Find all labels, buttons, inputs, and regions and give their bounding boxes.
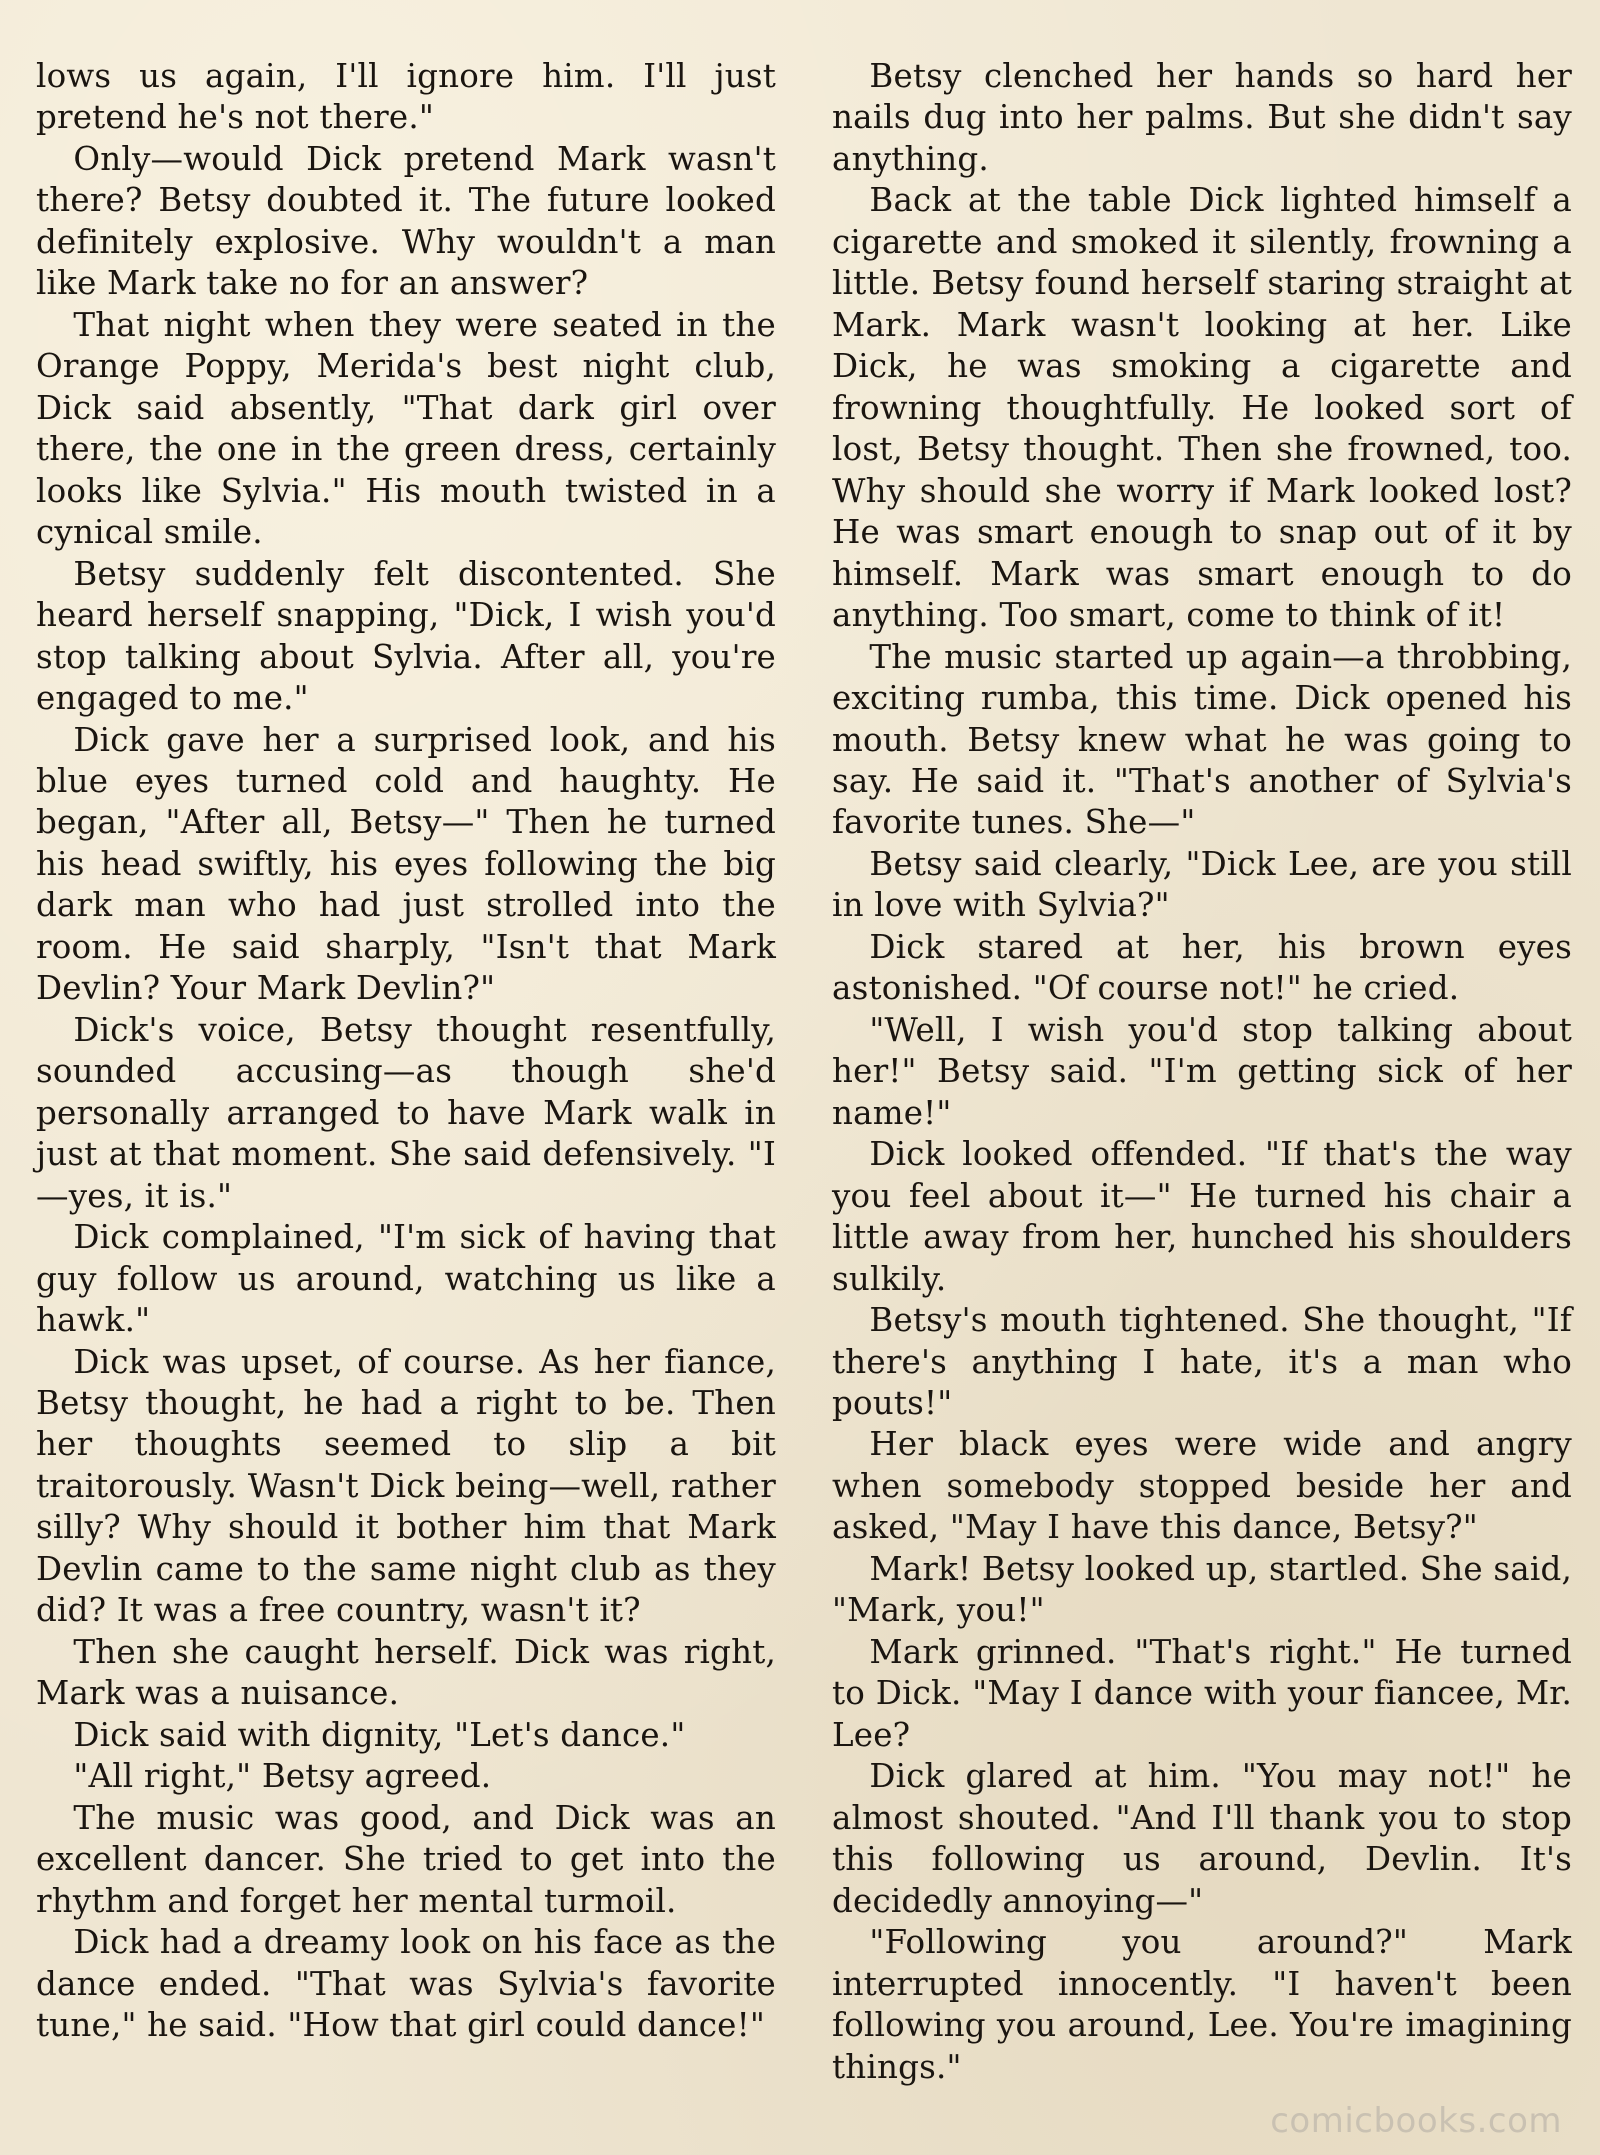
site-watermark: comicbooks.com — [1270, 2101, 1562, 2141]
paragraph: Betsy clenched her hands so hard her nails dug into her palms. But she didn't say anything. — [832, 57, 1572, 178]
paragraph: Betsy said clearly, "Dick Lee, are you still in love with Sylvia?" — [832, 844, 1572, 925]
paragraph: Betsy suddenly felt discontented. She heard herself snapping, "Dick, I wish you'd stop talking about Sylvia. After all, you're engaged to me." — [36, 554, 776, 718]
paragraph: That night when they were seated in the Orange Poppy, Merida's best night club, Dick said absently, "That dark girl over there, the one in the green dress, certainly looks like Sylvia." His mouth twisted in a cynical smile. — [36, 305, 776, 552]
paragraph: Dick said with dignity, "Let's dance." — [73, 1715, 686, 1754]
paragraph: The music started up again—a throbbing, exciting rumba, this time. Dick opened his mouth. Betsy knew what he was going to say. He said it. "That's another of Sylvia's favorite tunes. She—" — [832, 637, 1572, 842]
paragraph: "Following you around?" Mark interrupted innocently. "I haven't been following you around, Lee. You're imagining things." — [832, 1923, 1572, 2086]
paragraph: Only—would Dick pretend Mark wasn't there? Betsy doubted it. The future looked definitely explosive. Why wouldn't a man like Mark take no for an answer? — [36, 139, 776, 303]
paragraph: Dick looked offended. "If that's the way you feel about it—" He turned his chair a little away from her, hunched his shoulders sulkily. — [832, 1135, 1572, 1298]
paragraph: Dick had a dreamy look on his face as the dance ended. "That was Sylvia's favorite tune," he said. "How that girl could dance!" — [36, 1923, 776, 2045]
paragraph: Dick's voice, Betsy thought resentfully, sounded accusing—as though she'd personally arranged to have Mark walk in just at that moment. She said defensively. "I—yes, it is." — [36, 1010, 776, 1215]
paragraph: "All right," Betsy agreed. — [73, 1757, 492, 1796]
paragraph: Mark grinned. "That's right." He turned to Dick. "May I dance with your fiancee, Mr. Lee? — [832, 1632, 1572, 1754]
paragraph: Then she caught herself. Dick was right, Mark was a nuisance. — [36, 1632, 776, 1713]
paragraph: Betsy's mouth tightened. She thought, "If there's anything I hate, it's a man who pouts!" — [832, 1301, 1572, 1422]
paragraph: Mark! Betsy looked up, startled. She said, "Mark, you!" — [832, 1549, 1572, 1630]
paragraph: lows us again, I'll ignore him. I'll just pretend he's not there." — [36, 57, 776, 137]
paragraph: Her black eyes were wide and angry when somebody stopped beside her and asked, "May I have this dance, Betsy?" — [832, 1425, 1572, 1547]
paragraph: Dick was upset, of course. As her fiance, Betsy thought, he had a right to be. Then her thoughts seemed to slip a bit traitorously. Wasn't Dick being—well, rather silly? Why should it bother him that Mark Devlin came to the same night club as they did? It was a free country, wasn't it? — [36, 1342, 776, 1630]
right-text-column — [832, 56, 1572, 2088]
paragraph: Dick complained, "I'm sick of having that guy follow us around, watching us like a hawk." — [36, 1218, 776, 1340]
left-text-column — [36, 56, 776, 2047]
paragraph: The music was good, and Dick was an excellent dancer. She tried to get into the rhythm and forget her mental turmoil. — [36, 1798, 776, 1920]
paragraph: Dick gave her a surprised look, and his blue eyes turned cold and haughty. He began, "After all, Betsy—" Then he turned his head swiftly, his eyes following the big dark man who had just strolled into the room. He said sharply, "Isn't that Mark Devlin? Your Mark Devlin?" — [36, 720, 776, 1008]
paragraph: Back at the table Dick lighted himself a cigarette and smoked it silently, frowning a little. Betsy found herself staring straight at Mark. Mark wasn't looking at her. Like Dick, he was smoking a cigarette and frowning thoughtfully. He looked sort of lost, Betsy thought. Then she frowned, too. Why should she worry if Mark looked lost? He was smart enough to snap out of it by himself. Mark was smart enough to do anything. Too smart, come to think of it! — [832, 181, 1572, 635]
paragraph: Dick stared at her, his brown eyes astonished. "Of course not!" he cried. — [832, 927, 1572, 1008]
paragraph: Dick glared at him. "You may not!" he almost shouted. "And I'll thank you to stop this following us around, Devlin. It's decidedly annoying—" — [832, 1757, 1572, 1920]
paragraph: "Well, I wish you'd stop talking about her!" Betsy said. "I'm getting sick of her name!" — [832, 1010, 1572, 1132]
